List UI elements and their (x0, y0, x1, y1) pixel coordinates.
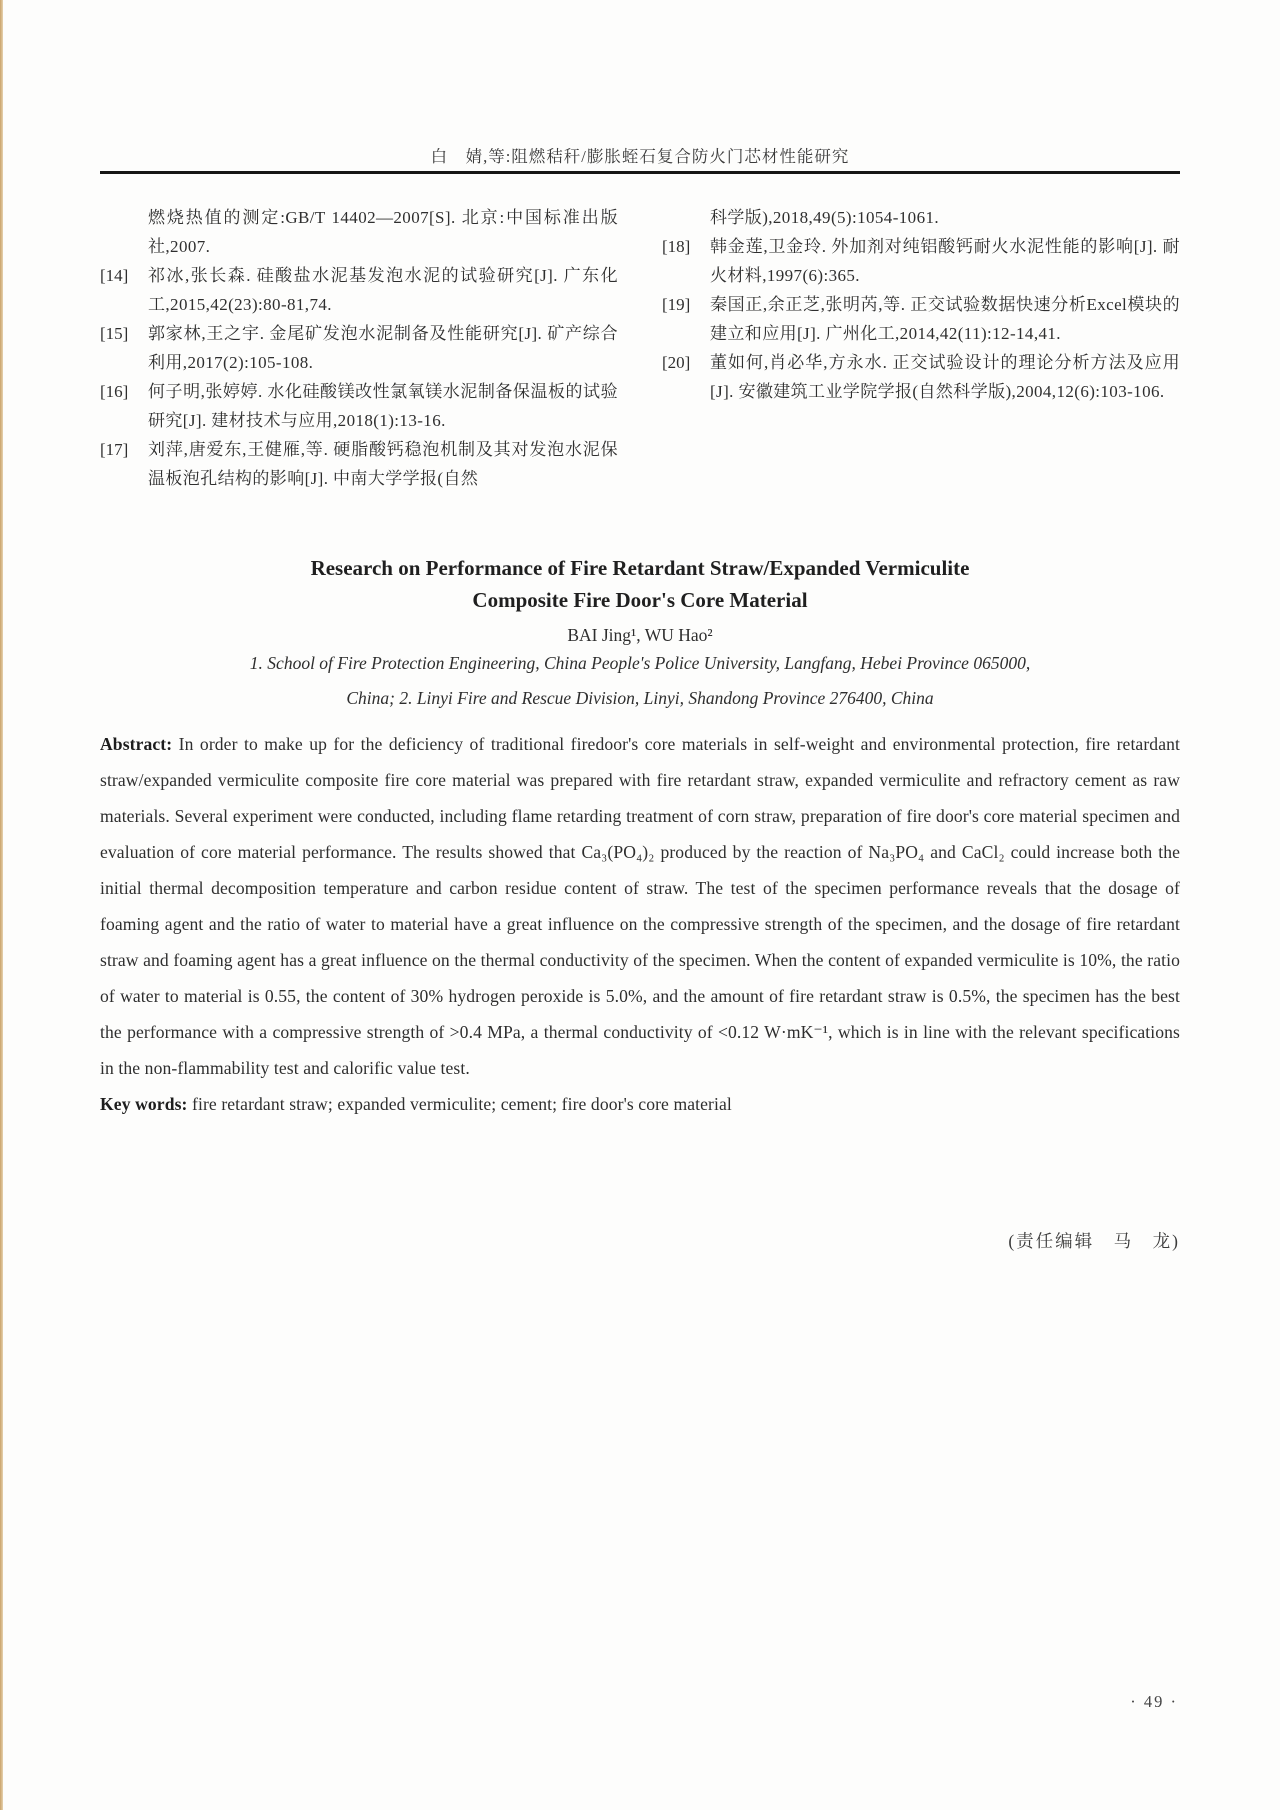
reference-item (662, 290, 1180, 348)
reference-number: [18] (662, 237, 691, 256)
page-number: · 49 · (1130, 1692, 1178, 1711)
reference-item (100, 435, 618, 493)
abstract-label: Abstract: (100, 734, 173, 754)
reference-text: 秦国正,余正芝,张明芮,等. 正交试验数据快速分析Excel模块的建立和应用[J]. 广州化工,2014,42(11):12-14,41. (710, 295, 1180, 343)
article-title-line2: Composite Fire Door's Core Material (472, 588, 808, 612)
running-head: 白 婧,等:阻燃秸秆/膨胀蛭石复合防火门芯材性能研究 (430, 147, 850, 166)
reference-item (100, 261, 618, 319)
reference-number (662, 203, 710, 232)
reference-text: 何子明,张婷婷. 水化硅酸镁改性氯氧镁水泥制备保温板的试验研究[J]. 建材技术与应用,2018(1):13-16. (148, 382, 618, 430)
header-rule (100, 171, 1180, 174)
reference-item (662, 348, 1180, 406)
english-article-block (100, 552, 1180, 1122)
reference-text: 燃烧热值的测定:GB/T 14402—2007[S]. 北京:中国标准出版社,2007. (148, 208, 618, 256)
reference-item (662, 232, 1180, 290)
keywords-text: fire retardant straw; expanded vermiculite; cement; fire door's core material (192, 1094, 732, 1114)
reference-item (100, 203, 618, 261)
reference-number: [15] (100, 324, 129, 343)
keywords-line (100, 1086, 1180, 1122)
article-title-line1: Research on Performance of Fire Retardant Straw/Expanded Vermiculite (310, 556, 970, 580)
keywords-label: Key words: (100, 1094, 188, 1114)
reference-item (100, 319, 618, 377)
reference-number: [14] (100, 266, 129, 285)
abstract-paragraph (100, 726, 1180, 1086)
reference-number: [19] (662, 295, 691, 314)
references-column-right (662, 203, 1180, 493)
reference-text: 科学版),2018,49(5):1054-1061. (710, 208, 940, 227)
reference-number: [20] (662, 353, 691, 372)
article-affiliation-line2: China; 2. Linyi Fire and Rescue Division, Linyi, Shandong Province 276400, China (346, 688, 934, 708)
reference-text: 董如何,肖必华,方永水. 正交试验设计的理论分析方法及应用[J]. 安徽建筑工业学院学报(自然科学版),2004,12(6):103-106. (710, 353, 1180, 401)
article-affiliation-line1: 1. School of Fire Protection Engineering, China People's Police University, Langfang, Hebei Province 065000, (249, 653, 1031, 673)
reference-number: [16] (100, 382, 129, 401)
reference-text: 祁冰,张长森. 硅酸盐水泥基发泡水泥的试验研究[J]. 广东化工,2015,42(23):80-81,74. (148, 266, 618, 314)
references-column-left (100, 203, 618, 493)
reference-text: 刘萍,唐爱东,王健雁,等. 硬脂酸钙稳泡机制及其对发泡水泥保温板泡孔结构的影响[J]. 中南大学学报(自然 (148, 440, 618, 488)
article-authors: BAI Jing¹, WU Hao² (567, 625, 713, 645)
reference-number (100, 203, 148, 261)
references-section (100, 203, 1180, 493)
reference-number: [17] (100, 440, 129, 459)
reference-text: 韩金莲,卫金玲. 外加剂对纯铝酸钙耐火水泥性能的影响[J]. 耐火材料,1997(6):365. (710, 237, 1180, 285)
abstract-text: In order to make up for the deficiency of traditional firedoor's core materials in self-weight and environmental protection, fire retardant straw/expanded vermiculite composite fire core material was prepared with fire retardant straw, expanded vermiculite and refractory cement as raw materials. Several experiment were conducted, including flame retarding treatment of corn straw, preparation of fire door's core material specimen and evaluation of core material performance. The results showed that Ca₃(PO₄)₂ produced by the reaction of Na₃PO₄ and CaCl₂ could increase both the initial thermal decomposition temperature and carbon residue content of straw. The test of the specimen performance reveals that the dosage of foaming agent and the ratio of water to material have a great influence on the compressive strength of the specimen, and the dosage of fire retardant straw and foaming agent has a great influence on the thermal conductivity of the specimen. When the content of expanded vermiculite is 10%, the ratio of water to material is 0.55, the content of 30% hydrogen peroxide is 5.0%, and the amount of fire retardant straw is 0.5%, the specimen has the best the performance with a compressive strength of >0.4 MPa, a thermal conductivity of <0.12 W·mK⁻¹, which is in line with the relevant specifications in the non-flammability test and calorific value test. (100, 734, 1180, 1078)
scan-edge-strip (0, 0, 3, 1810)
reference-item (662, 203, 1180, 232)
reference-text: 郭家林,王之宇. 金尾矿发泡水泥制备及性能研究[J]. 矿产综合利用,2017(2):105-108. (148, 324, 618, 372)
responsible-editor-note: (责任编辑 马 龙) (1008, 1231, 1180, 1251)
reference-item (100, 377, 618, 435)
